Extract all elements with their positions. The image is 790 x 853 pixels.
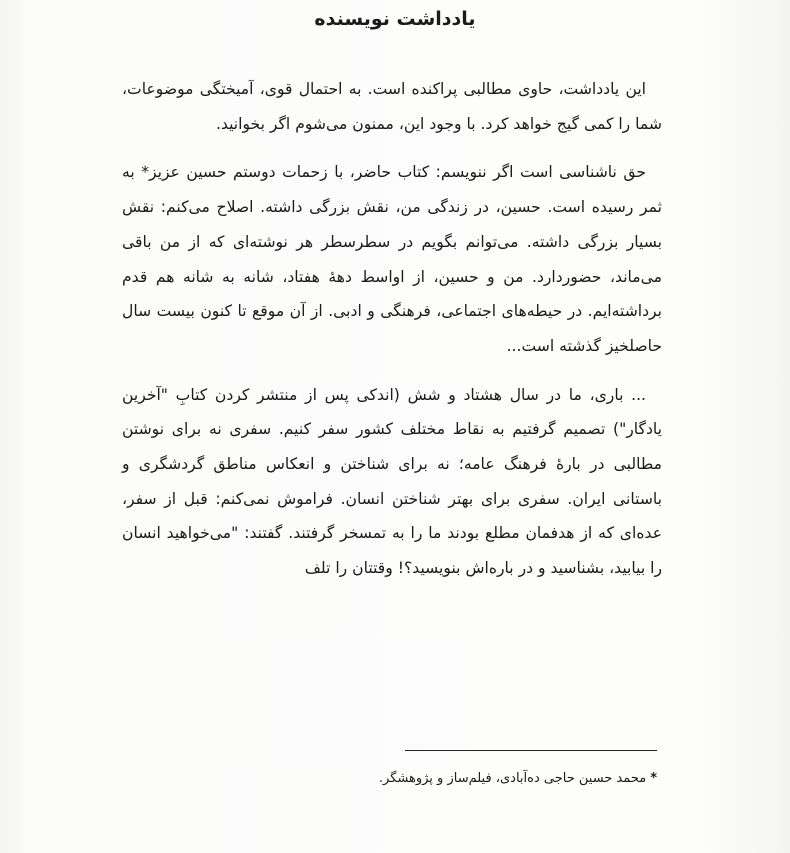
body-text [122, 72, 662, 600]
page-title: یادداشت نویسنده [314, 8, 476, 30]
footnote [379, 768, 657, 790]
paragraph-1: این یادداشت، حاوی مطالبی پراکنده است. به احتمال قوی، آمیختگی موضوعات، شما را کمی گیج خواهد کرد. با وجود این، ممنون می‌شوم اگر بخوانید. [122, 80, 662, 133]
footnote-separator [405, 750, 657, 751]
paragraph-3: ... باری، ما در سال هشتاد و شش (اندکی پس از منتشر کردن کتابِ "آخرین یادگار") تصمیم گرفتیم به نقاط مختلف کشور سفر کنیم. سفری نه برای نوشتن مطالبی در بارهٔ فرهنگ عامه؛ نه برای شناختن و انعکاس مناطق گردشگری و باستانی ایران. سفری برای بهتر شناختن انسان. فراموش نمی‌کنم: قبل از سفر، عده‌ای که از هدفمان مطلع بودند ما را به تمسخر گرفتند. گفتند: "می‌خواهید انسان را بیابید، بشناسید و در باره‌اش بنویسید؟! وقتتان را تلف [122, 385, 662, 578]
footnote-mark: * [650, 771, 657, 786]
paragraph-2: حق ناشناسی است اگر ننویسم: کتاب حاضر، با زحمات دوستم حسین عزیز* به ثمر رسیده است. حسین، در زندگی من، نقش بزرگی داشته. اصلاح می‌کنم: نقش بسیار بزرگی داشته. می‌توانم بگویم در سطرسطر هر نوشته‌ای که از من باقی می‌ماند، حضوردارد. من و حسین، از اواسط دههٔ هفتاد، شانه به شانه هم قدم برداشته‌ایم. در حیطه‌های اجتماعی، فرهنگی و ادبی. از آن موقع تا کنون بیست سال حاصلخیز گذشته است... [122, 163, 662, 355]
footnote-text: محمد حسین حاجی ده‌آبادی، فیلم‌ساز و پژوهشگر. [378, 771, 647, 786]
